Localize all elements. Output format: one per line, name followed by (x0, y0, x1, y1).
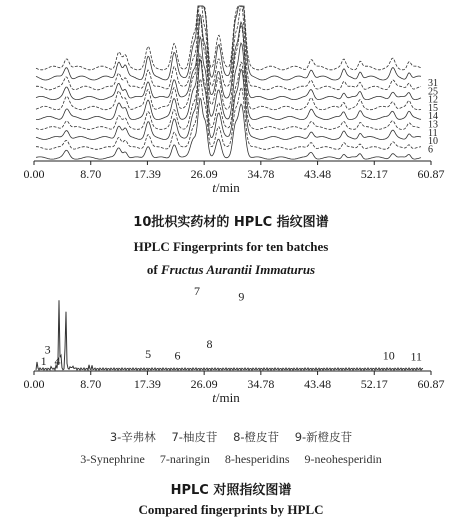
x-tick-label: 34.78 (247, 377, 275, 391)
x-axis-label-2: t/min (212, 390, 240, 405)
peak-label: 8 (206, 337, 213, 352)
trace-label: 14 (428, 111, 438, 123)
reference-trace (36, 300, 423, 370)
trace-label: 15 (428, 102, 438, 114)
trace-label: 31 (428, 78, 438, 89)
reference-caption-zh: HPLC 对照指纹图谱 (170, 483, 292, 498)
chromatogram-trace (36, 19, 421, 110)
legend-item: 8-hesperidins (224, 452, 290, 466)
legend-item: 9-neohesperidin (304, 452, 382, 466)
figure-caption-en-line1: HPLC Fingerprints for ten batches (133, 239, 329, 254)
trace-label: 10 (428, 136, 438, 148)
peak-label: 3 (44, 342, 51, 357)
x-tick-label: 26.09 (190, 167, 218, 181)
x-tick-label: 17.39 (133, 167, 161, 181)
peak-label: 7 (194, 285, 201, 298)
legend-item: 7-naringin (159, 452, 210, 466)
x-tick-label: 52.17 (360, 377, 388, 391)
reference-fingerprint-chart (0, 285, 462, 415)
x-tick-label: 43.48 (304, 167, 332, 181)
peak-label: 4 (54, 354, 61, 368)
trace-label: 11 (428, 127, 438, 139)
legend-item: 8-橙皮苷 (233, 430, 280, 444)
peak-legend-zh (0, 429, 462, 445)
figure-caption-en-line2: of Fructus Aurantii Immaturus (146, 262, 316, 277)
x-tick-label: 60.87 (417, 167, 445, 181)
peak-legend-en (0, 452, 462, 467)
legend-item: 3-Synephrine (80, 452, 145, 466)
trace-label: 6 (428, 144, 433, 156)
trace-label: 25 (428, 86, 438, 98)
reference-caption-en: Compared fingerprints by HPLC (138, 502, 324, 517)
x-tick-label: 0.00 (23, 167, 45, 181)
x-tick-label: 17.39 (133, 377, 161, 391)
peak-label: 1 (40, 354, 47, 368)
peak-label: 6 (174, 348, 181, 363)
legend-item: 3-辛弗林 (109, 430, 156, 444)
x-tick-label: 26.09 (190, 377, 218, 391)
legend-item: 9-新橙皮苷 (294, 430, 353, 444)
chromatogram-trace (36, 79, 421, 149)
trace-label: 13 (428, 119, 438, 131)
figure-caption-zh: 10批枳实药材的 HPLC 指纹图谱 (133, 215, 329, 230)
chromatogram-trace (36, 6, 421, 70)
fingerprint-overlay-chart (0, 0, 462, 200)
x-tick-label: 34.78 (247, 167, 275, 181)
x-axis-label: t/min (212, 180, 240, 195)
peak-label: 11 (410, 349, 423, 364)
chromatogram-trace (36, 37, 421, 120)
peak-label: 5 (145, 347, 152, 362)
x-tick-label: 8.70 (80, 377, 102, 391)
peak-label: 10 (382, 348, 395, 363)
x-tick-label: 8.70 (80, 167, 102, 181)
legend-item: 7-柚皮苷 (171, 430, 218, 444)
x-tick-label: 52.17 (360, 167, 388, 181)
chromatogram-trace (36, 15, 421, 100)
x-tick-label: 60.87 (417, 377, 445, 391)
x-tick-label: 0.00 (23, 377, 45, 391)
x-tick-label: 43.48 (304, 377, 332, 391)
trace-label: 12 (428, 94, 438, 106)
peak-label: 9 (238, 289, 245, 304)
